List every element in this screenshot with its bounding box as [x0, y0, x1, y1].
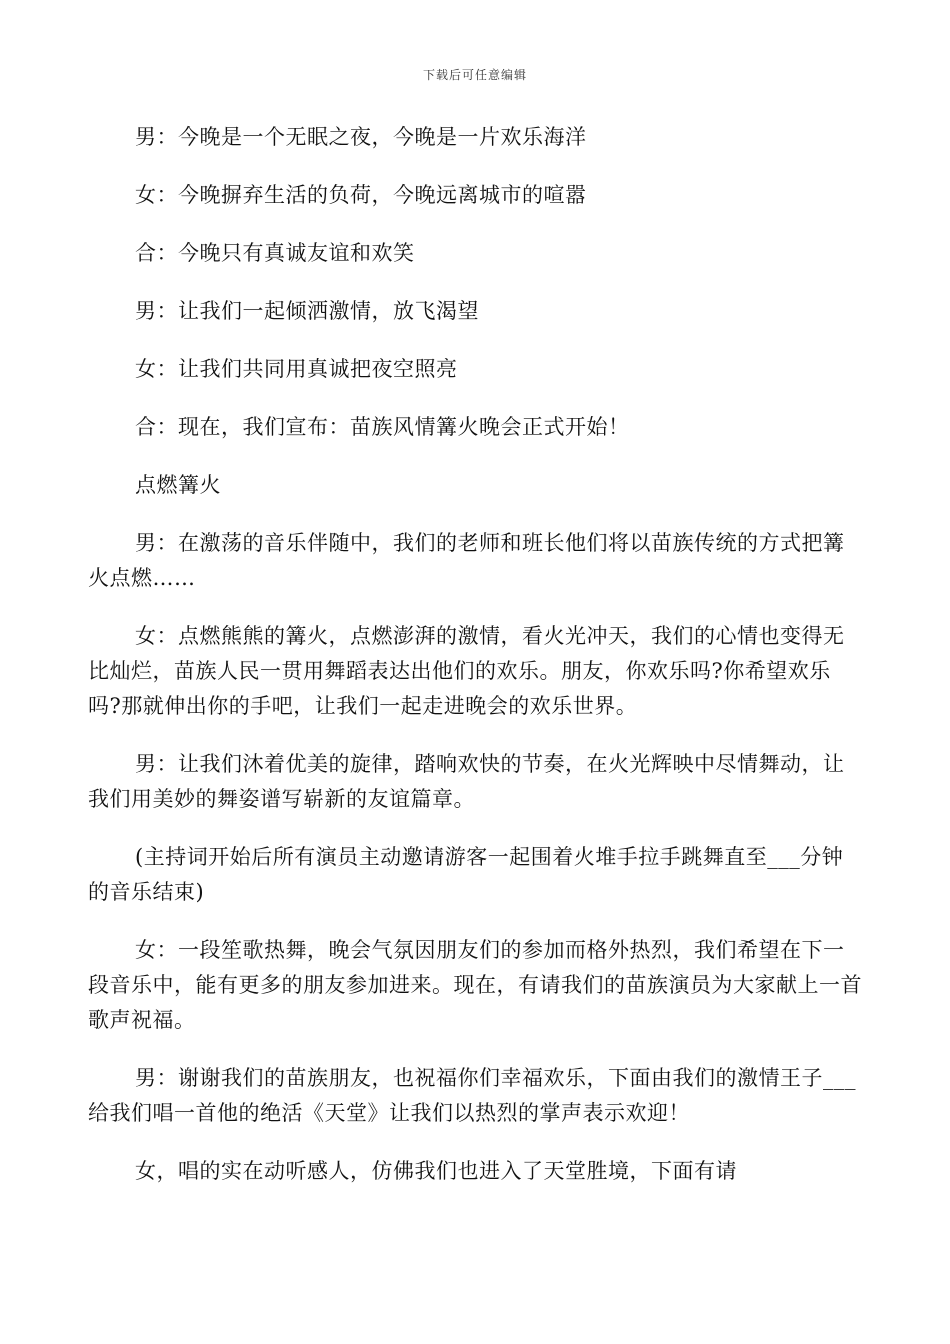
paragraph: 合：今晚只有真诚友谊和欢笑	[135, 241, 415, 265]
paragraph: 女：今晚摒弃生活的负荷，今晚远离城市的喧嚣	[135, 183, 587, 207]
page-header: 下载后可任意编辑	[422, 68, 527, 82]
paragraph: 合：现在，我们宣布：苗族风情篝火晚会正式开始！	[135, 415, 630, 439]
paragraph: 男：让我们一起倾洒激情，放飞渴望	[135, 299, 479, 323]
paragraph: 男：让我们沐着优美的旋律，踏响欢快的节奏，在火光辉映中尽情舞动，让我们用美妙的舞姿谱写崭新的友谊篇章。	[88, 752, 845, 811]
section-heading: 点燃篝火	[135, 473, 221, 497]
stage-direction: (主持词开始后所有演员主动邀请游客一起围着火堆手拉手跳舞直至___分钟的音乐结束)	[88, 845, 844, 904]
paragraph: 男：今晚是一个无眠之夜，今晚是一片欢乐海洋	[135, 125, 587, 149]
document-body	[88, 120, 863, 1212]
paragraph: 男：谢谢我们的苗族朋友，也祝福你们幸福欢乐，下面由我们的激情王子___给我们唱一首他的绝活《天堂》让我们以热烈的掌声表示欢迎！	[88, 1066, 856, 1125]
paragraph: 女：一段笙歌热舞，晚会气氛因朋友们的参加而格外热烈，我们希望在下一段音乐中，能有更多的朋友参加进来。现在，有请我们的苗族演员为大家献上一首歌声祝福。	[88, 938, 862, 1032]
paragraph: 女：点燃熊熊的篝火，点燃澎湃的激情，看火光冲天，我们的心情也变得无比灿烂，苗族人民一贯用舞蹈表达出他们的欢乐。朋友，你欢乐吗?你希望欢乐吗?那就伸出你的手吧，让我们一起走进晚会的欢乐世界。	[88, 624, 845, 718]
paragraph: 男：在激荡的音乐伴随中，我们的老师和班长他们将以苗族传统的方式把篝火点燃……	[88, 531, 845, 590]
paragraph: 女，唱的实在动听感人，仿佛我们也进入了天堂胜境，下面有请	[135, 1159, 737, 1183]
paragraph: 女：让我们共同用真诚把夜空照亮	[135, 357, 458, 381]
